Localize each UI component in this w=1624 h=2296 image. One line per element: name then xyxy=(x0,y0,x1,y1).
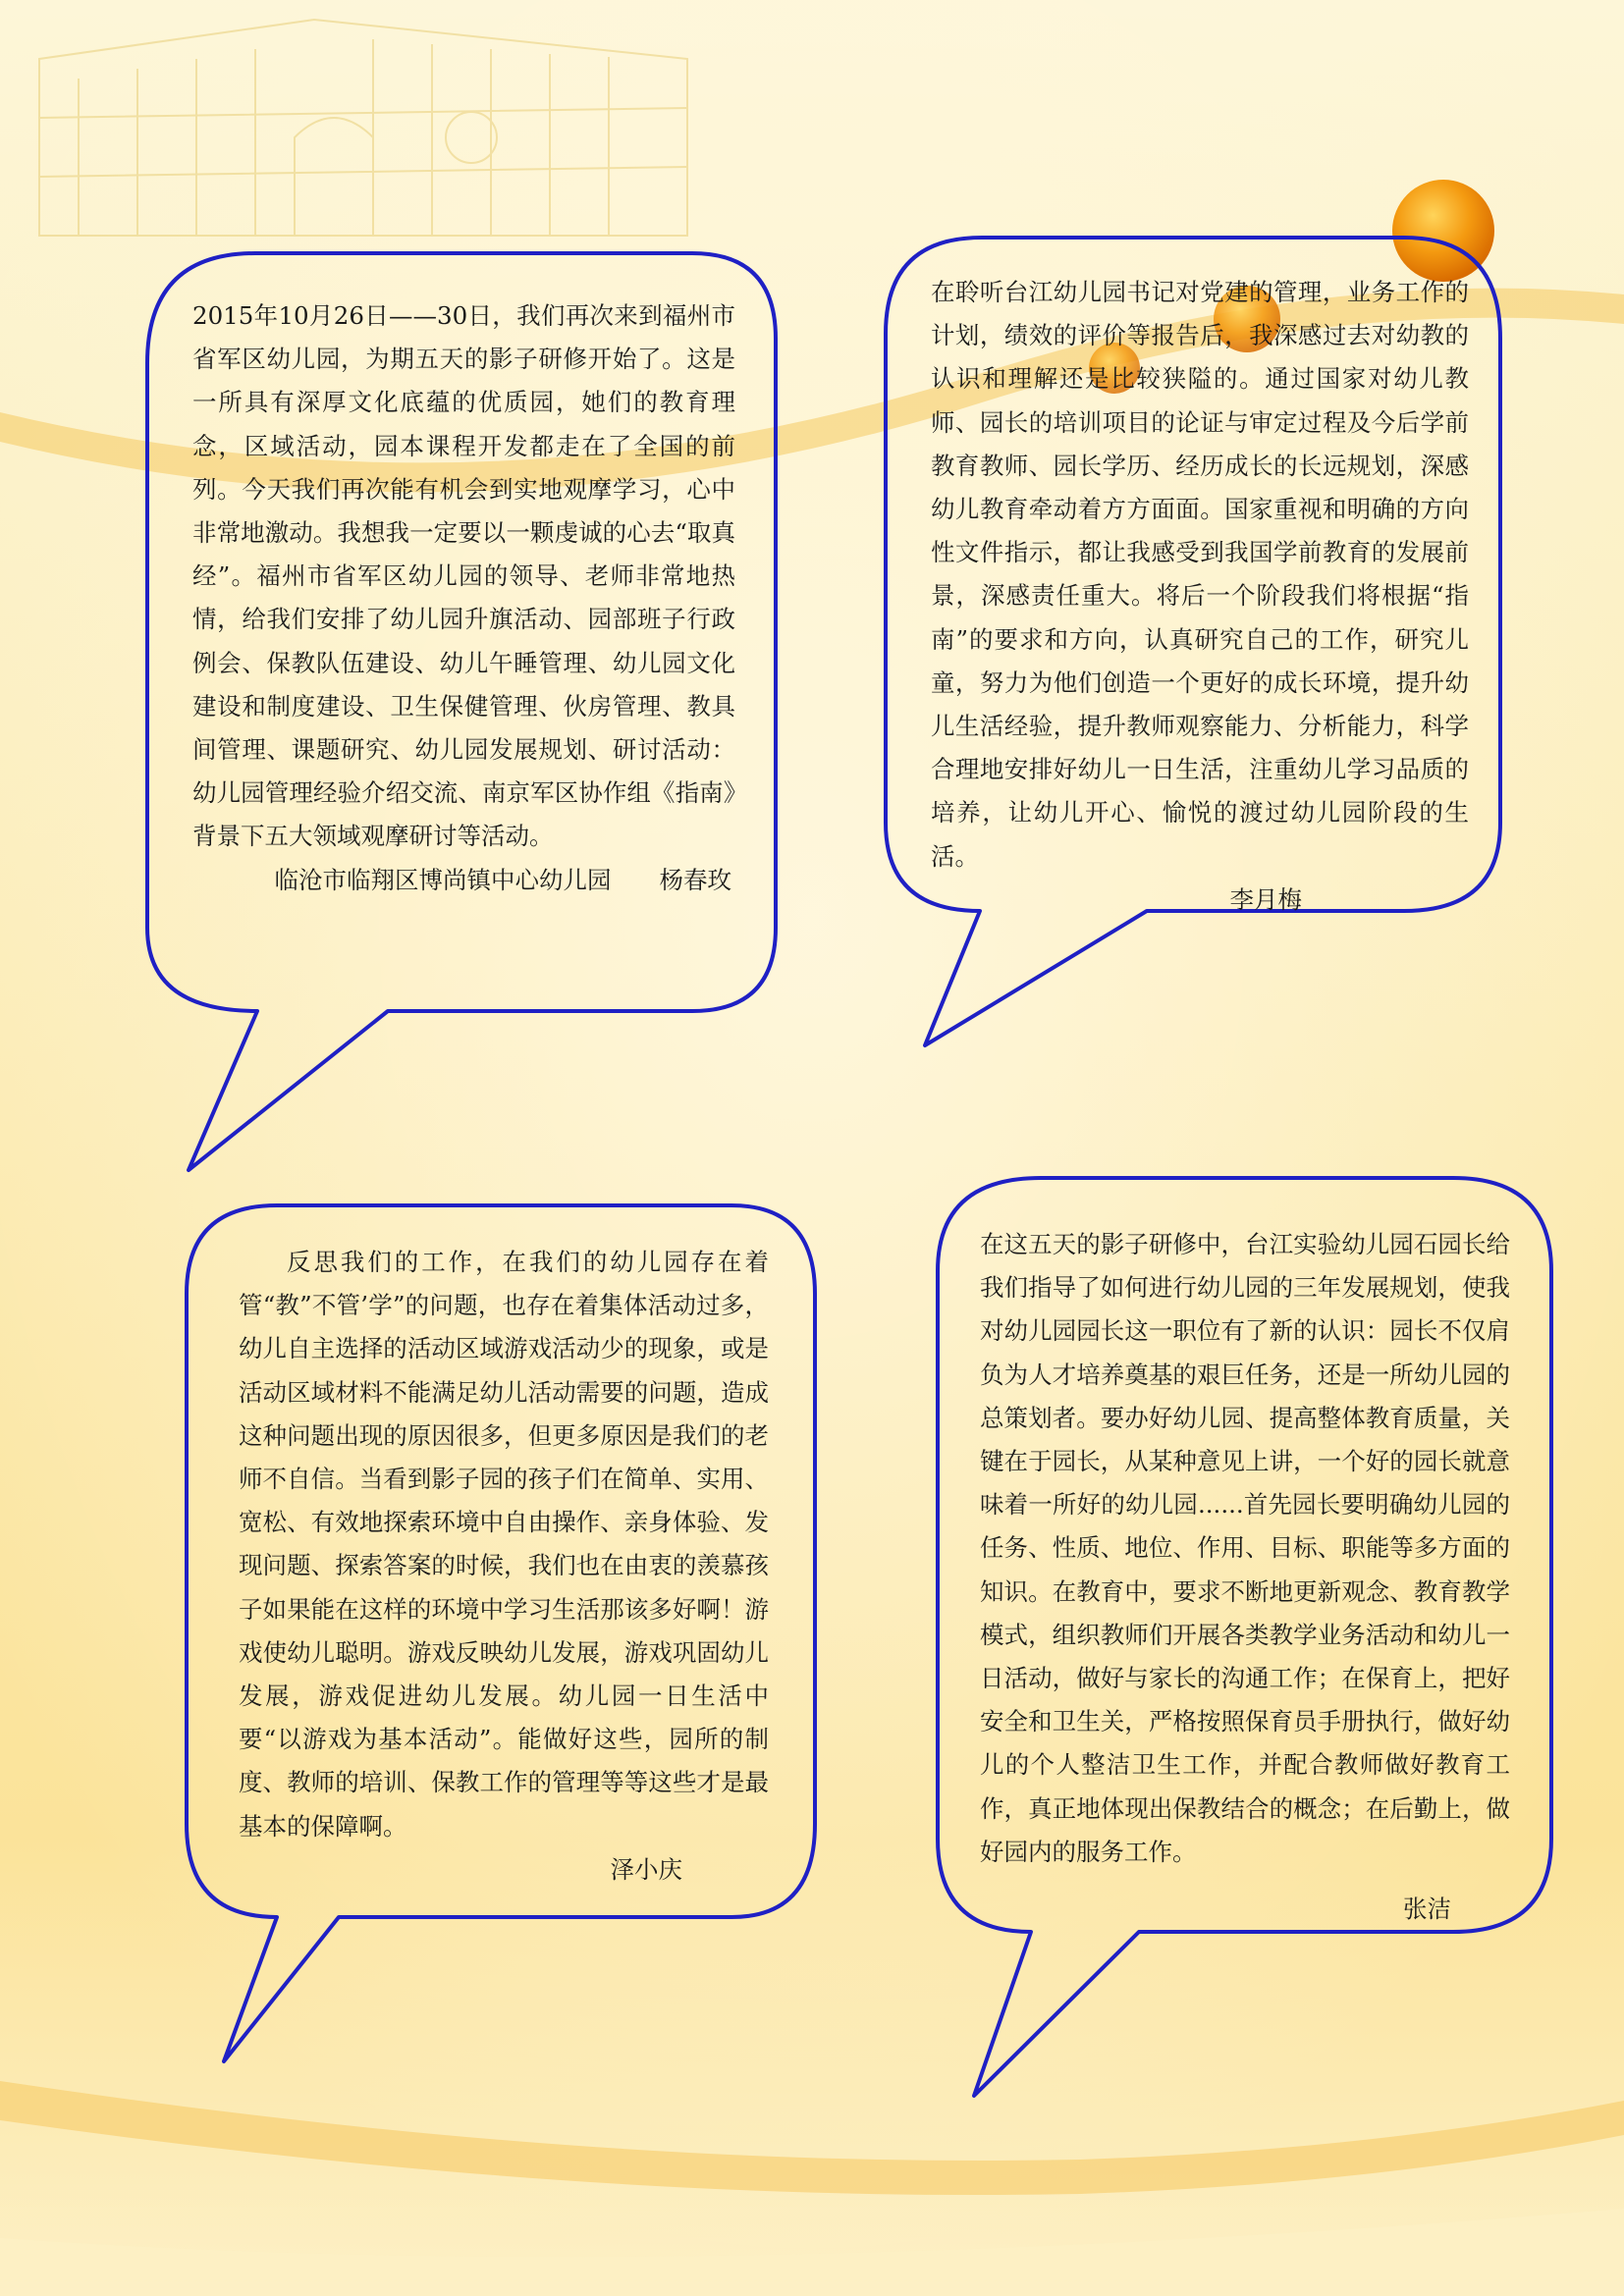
bubble-2-signature: 李月梅 xyxy=(1229,884,1302,914)
bubble-1-body: 2015年10月26日——30日，我们再次来到福州市省军区幼儿园，为期五天的影子研修开始了。这是一所具有深厚文化底蕴的优质园，她们的教育理念，区域活动，园本课程开发都走在了全国的前列。今天我们再次能有机会到实地观摩学习，心中非常地激动。我想我一定要以一颗虔诚的心去“取真经”。福州市省军区幼儿园的领导、老师非常地热情，给我们安排了幼儿园升旗活动、园部班子行政例会、保教队伍建设、幼儿午睡管理、幼儿园文化建设和制度建设、卫生保健管理、伙房管理、教具间管理、课题研究、幼儿园发展规划、研讨活动：幼儿园管理经验介绍交流、南京军区协作组《指南》背景下五大领域观摩研讨等活动。 xyxy=(192,301,735,851)
bubble-2 xyxy=(931,271,1469,922)
bubble-2-body: 在聆听台江幼儿园书记对党建的管理，业务工作的计划，绩效的评价等报告后，我深感过去对幼教的认识和理解还是比较狭隘的。通过国家对幼儿教师、园长的培训项目的论证与审定过程及今后学前教育教师、园长学历、经历成长的长远规划，深感幼儿教育牵动着方方面面。国家重视和明确的方向性文件指示，都让我感受到我国学前教育的发展前景，深感责任重大。将后一个阶段我们将根据“指南”的要求和方向，认真研究自己的工作，研究儿童，努力为他们创造一个更好的成长环境，提升幼儿生活经验，提升教师观察能力、分析能力，科学合理地安排好幼儿一日生活，注重幼儿学习品质的培养，让幼儿开心、愉悦的渡过幼儿园阶段的生活。 xyxy=(931,278,1469,871)
bubble-4 xyxy=(980,1223,1510,1931)
bubble-4-body: 在这五天的影子研修中，台江实验幼儿园石园长给我们指导了如何进行幼儿园的三年发展规划，使我对幼儿园园长这一职位有了新的认识：园长不仅肩负为人才培养奠基的艰巨任务，还是一所幼儿园的总策划者。要办好幼儿园、提高整体教育质量，关键在于园长，从某种意见上讲，一个好的园长就意味着一所好的幼儿园......首先园长要明确幼儿园的任务、性质、地位、作用、目标、职能等多方面的知识。在教育中，要求不断地更新观念、教育教学模式，组织教师们开展各类教学业务活动和幼儿一日活动，做好与家长的沟通工作；在保育上，把好安全和卫生关，严格按照保育员手册执行，做好幼儿的个人整洁卫生工作，并配合教师做好教育工作，真正地体现出保教结合的概念；在后勤上，做好园内的服务工作。 xyxy=(980,1230,1510,1866)
bubble-4-signature: 张洁 xyxy=(1403,1895,1451,1924)
bubble-1 xyxy=(192,294,735,902)
bubble-3-signature: 泽小庆 xyxy=(610,1854,682,1884)
bubble-3 xyxy=(239,1241,769,1892)
bubble-1-signature: 临沧市临翔区博尚镇中心幼儿园 杨春玫 xyxy=(274,865,731,894)
bubble-3-body: 反思我们的工作，在我们的幼儿园存在着管“教”不管’学”的问题，也存在着集体活动过多，幼儿自主选择的活动区域游戏活动少的现象，或是活动区域材料不能满足幼儿活动需要的问题，造成这种问题出现的原因很多，但更多原因是我们的老师不自信。当看到影子园的孩子们在简单、实用、宽松、有效地探索环境中自由操作、亲身体验、发现问题、探索答案的时候，我们也在由衷的羡慕孩子如果能在这样的环境中学习生活那该多好啊！游戏使幼儿聪明。游戏反映幼儿发展，游戏巩固幼儿发展，游戏促进幼儿发展。幼儿园一日生活中要“以游戏为基本活动”。能做好这些，园所的制度、教师的培训、保教工作的管理等等这些才是最基本的保障啊。 xyxy=(239,1248,769,1841)
